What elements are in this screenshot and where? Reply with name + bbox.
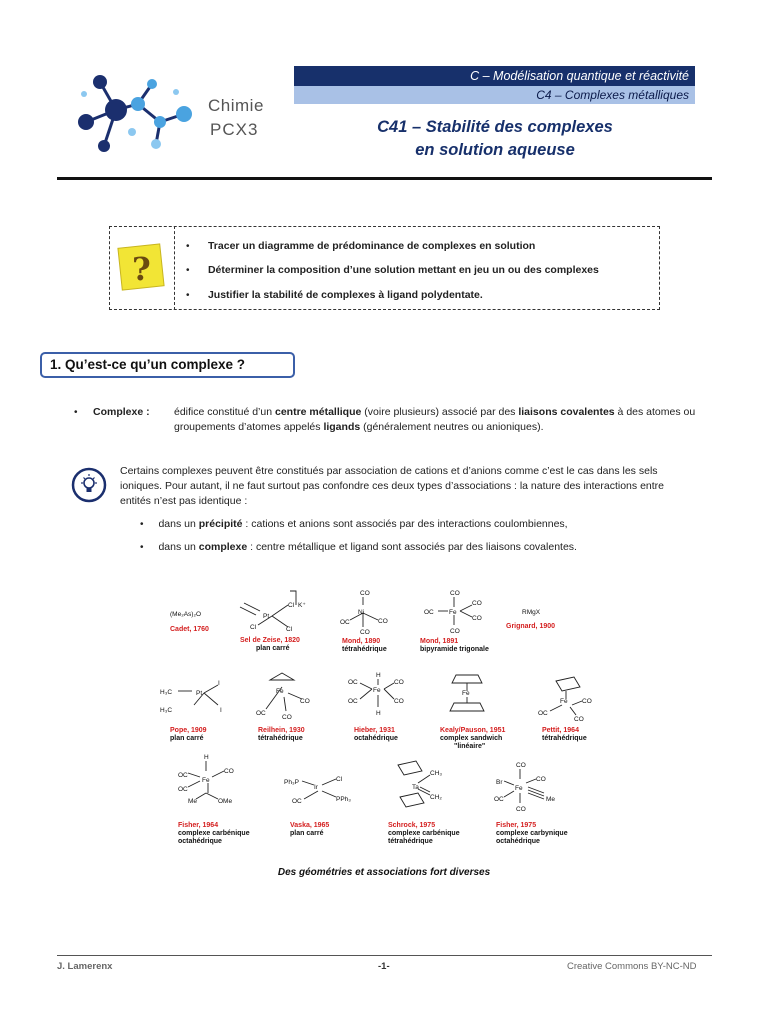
svg-text:Pt: Pt [196,690,203,697]
figure-geometry: tétrahédrique [388,838,433,845]
remark-bullet-complexe: • dans un complexe : centre métallique et ligand sont associés par des liaisons covalentes. [140,541,577,553]
svg-text:OC: OC [494,796,504,803]
figure-geometry: complexe carbénique [178,830,250,837]
svg-text:Me: Me [546,796,556,803]
svg-text:CO: CO [378,618,388,625]
svg-text:CO: CO [516,806,526,813]
svg-text:Ta: Ta [412,784,419,791]
header-divider [57,177,712,180]
svg-text:CO: CO [450,590,460,597]
svg-text:Fe: Fe [515,785,523,792]
footer-page-number: -1- [378,961,390,972]
svg-text:CO: CO [360,590,370,597]
objectives-separator [174,226,175,310]
complexes-figure [160,585,610,850]
svg-text:Pt: Pt [263,613,270,620]
figure-name: Pope, 1909 [170,727,207,734]
svg-text:OC: OC [348,698,358,705]
svg-text:Ir: Ir [314,784,318,791]
figure-geometry: complexe carbénique [388,830,460,837]
svg-text:CO: CO [536,776,546,783]
svg-text:Cl: Cl [250,624,257,631]
figure-name: Pettit, 1964 [542,727,579,734]
lightbulb-icon [70,466,108,509]
figure-geometry: "linéaire" [454,743,486,750]
svg-text:CO: CO [300,698,310,705]
molecule-logo-icon [72,70,202,162]
figure-geometry: octahédrique [496,838,540,845]
figure-name: Schrock, 1975 [388,822,436,829]
svg-text:Fe: Fe [202,777,210,784]
figure-name: Mond, 1891 [420,638,459,645]
svg-text:H: H [376,672,381,679]
svg-text:CO: CO [360,629,370,636]
figure-geometry: tétrahédrique [258,735,303,742]
svg-text:CO: CO [574,716,584,723]
svg-text:CO: CO [394,698,404,705]
svg-text:PPh₃: PPh₃ [336,796,351,803]
figure-name: Reilhein, 1930 [258,727,305,734]
svg-text:CO: CO [582,698,592,705]
figure-name: Kealy/Pauson, 1951 [440,727,506,734]
svg-text:(Me₂As)₂O: (Me₂As)₂O [170,611,202,618]
svg-text:Ph₃P: Ph₃P [284,779,299,786]
svg-text:OC: OC [340,619,350,626]
svg-text:Fe: Fe [373,687,381,694]
svg-text:H₃C: H₃C [160,707,173,714]
figure-geometry: tétrahédrique [342,646,387,653]
figure-geometry: complex sandwich [440,735,503,742]
svg-text:?: ? [132,250,151,288]
figure-name: Vaska, 1965 [290,822,330,829]
definition-bullet: • Complexe : édifice constitué d’un centre métallique (voire plusieurs) associé par des liaisons covalentes à des atomes ou groupements d’atomes appelés ligands (généralement neutres ou anioniques). [74,405,724,420]
objectives-list [186,236,656,303]
definition-term: Complexe : [93,406,150,418]
footer-author: J. Lamerenx [57,961,113,972]
svg-text:CO: CO [450,628,460,635]
figure-name: Fisher, 1964 [178,822,219,829]
svg-text:Br: Br [496,779,503,786]
svg-text:CO: CO [224,768,234,775]
svg-text:CO: CO [472,600,482,607]
figure-name: Fisher, 1975 [496,822,537,829]
objective-item: • Justifier la stabilité de complexes à ligand polydentate. [186,289,483,301]
svg-text:CO: CO [516,762,526,769]
figure-name: Grignard, 1900 [506,623,556,630]
figure-geometry: bipyramide trigonale [420,646,489,653]
footer-divider [57,955,712,956]
figure-name: Sel de Zeise, 1820 [240,637,300,644]
figure-name: Mond, 1890 [342,638,381,645]
svg-text:H: H [376,710,381,717]
svg-text:I: I [220,707,222,714]
objective-item: • Tracer un diagramme de prédominance de complexes en solution [186,240,536,252]
objective-item: • Déterminer la composition d’une solution mettant en jeu un ou des complexes [186,264,599,276]
svg-text:K⁺: K⁺ [298,602,306,609]
section-heading: 1. Qu’est-ce qu’un complexe ? [40,352,295,378]
figure-geometry: octahédrique [354,735,398,742]
svg-text:H: H [204,754,209,761]
figure-name: Hieber, 1931 [354,727,395,734]
figure-geometry: complexe carbynique [496,830,568,837]
figure-name: Cadet, 1760 [170,626,209,633]
svg-text:OC: OC [424,609,434,616]
logo-text-class: PCX3 [210,120,259,139]
logo [72,70,202,162]
svg-text:CH₂: CH₂ [430,794,442,801]
title-line-1: C41 – Stabilité des complexes [377,118,613,136]
svg-text:OC: OC [256,710,266,717]
definition-text: édifice constitué d’un centre métallique (voire plusieurs) associé par des liaisons covalentes à des atomes ou groupements d’atomes appelés ligands (généralement neutres ou anioniques). [174,406,696,433]
figure-caption: Des géométries et associations fort diverses [277,867,491,878]
svg-text:H₃C: H₃C [160,689,173,696]
svg-text:Cl: Cl [286,626,293,633]
svg-text:Cl: Cl [336,776,343,783]
page-title [300,116,690,162]
svg-text:CO: CO [472,615,482,622]
part-banner: C – Modélisation quantique et réactivité [294,66,695,86]
question-mark-note-icon [116,240,168,297]
svg-text:Fe: Fe [560,698,568,705]
figure-geometry: plan carré [290,830,324,837]
chapter-banner: C4 – Complexes métalliques [294,86,695,104]
svg-text:CO: CO [394,679,404,686]
figure-geometry: plan carré [170,735,204,742]
figure-geometry: octahédrique [178,838,222,845]
remark-text: Certains complexes peuvent être constitués par association de cations et d’anions comme c’est le cas dans les sels ioniques. Pour autant, il ne faut surtout pas confondre ces deux types d’associations : la nature des interactions entre entités n’est pas identique : [120,465,664,507]
svg-text:CO: CO [282,714,292,721]
svg-text:OC: OC [178,786,188,793]
svg-text:OC: OC [348,679,358,686]
figure-geometry: plan carré [256,645,290,652]
svg-text:RMgX: RMgX [522,609,541,616]
svg-text:I: I [218,680,220,687]
svg-text:OC: OC [178,772,188,779]
remark-bullet-precipite: • dans un précipité : cations et anions sont associés par des interactions coulombiennes, [140,518,568,530]
title-line-2: en solution aqueuse [415,141,575,159]
complexes-structures [160,585,610,850]
svg-text:Fe: Fe [276,688,284,695]
svg-text:Cl: Cl [288,602,295,609]
svg-text:Fe: Fe [449,609,457,616]
svg-text:OC: OC [292,798,302,805]
figure-geometry: tétrahédrique [542,735,587,742]
svg-text:Ni: Ni [358,609,365,616]
logo-text-chimie: Chimie [208,96,264,115]
svg-text:Fe: Fe [462,690,470,697]
svg-text:OC: OC [538,710,548,717]
footer-license: Creative Commons BY-NC-ND [567,961,697,972]
svg-text:OMe: OMe [218,798,233,805]
svg-text:CH₃: CH₃ [430,770,443,777]
svg-text:Me: Me [188,798,198,805]
